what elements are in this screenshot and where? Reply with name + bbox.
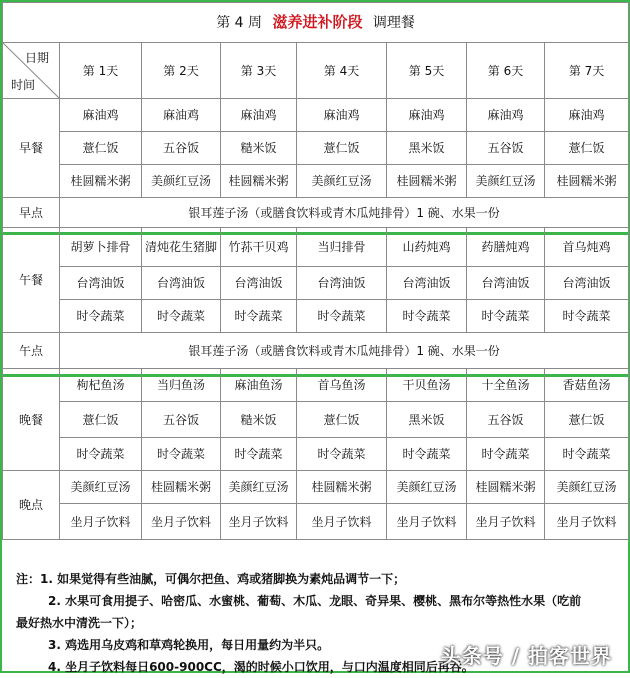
morning-snack-content: 银耳莲子汤（或膳食饮料或青木瓜炖排骨）1 碗、水果一份	[60, 198, 629, 228]
meal-plan-table	[2, 2, 629, 540]
menu-cell: 台湾油饭	[142, 267, 221, 300]
menu-cell: 薏仁饭	[297, 402, 387, 438]
menu-cell: 桂圆糯米粥	[387, 165, 467, 198]
menu-cell: 首乌炖鸡	[545, 228, 629, 267]
menu-cell: 坐月子饮料	[297, 504, 387, 540]
menu-cell: 薏仁饭	[60, 132, 142, 165]
menu-cell: 时令蔬菜	[221, 300, 297, 333]
menu-cell: 枸杞鱼汤	[60, 369, 142, 402]
dinner-row	[3, 369, 629, 402]
menu-cell: 时令蔬菜	[467, 438, 545, 471]
menu-cell: 糙米饭	[221, 402, 297, 438]
menu-cell: 干贝鱼汤	[387, 369, 467, 402]
time-label: 时间	[11, 78, 36, 92]
menu-cell: 麻油鸡	[221, 99, 297, 132]
date-label: 日期	[24, 51, 49, 65]
day-header: 第 1天	[60, 43, 142, 99]
note-line: 2. 水果可食用提子、哈密瓜、水蜜桃、葡萄、木瓜、龙眼、奇异果、樱桃、黑布尔等热性水果（吃前	[48, 594, 582, 608]
title-row	[3, 3, 629, 43]
menu-cell: 时令蔬菜	[545, 438, 629, 471]
menu-cell: 山药炖鸡	[387, 228, 467, 267]
menu-cell: 时令蔬菜	[387, 300, 467, 333]
menu-cell: 桂圆糯米粥	[297, 471, 387, 504]
watermark-text: 头条号 / 拍客世界	[440, 644, 612, 668]
menu-cell: 桂圆糯米粥	[545, 165, 629, 198]
night-snack-row	[3, 471, 629, 504]
menu-cell: 当归鱼汤	[142, 369, 221, 402]
menu-cell: 竹荪干贝鸡	[221, 228, 297, 267]
day-header: 第 7天	[545, 43, 629, 99]
menu-cell: 台湾油饭	[467, 267, 545, 300]
menu-cell: 清炖花生猪脚	[142, 228, 221, 267]
lunch-row	[3, 267, 629, 300]
note-line: 3. 鸡选用乌皮鸡和草鸡轮换用，每日用量约为半只。	[48, 638, 330, 652]
note-line: 最好热水中清洗一下）；	[16, 616, 143, 630]
menu-cell: 麻油鸡	[545, 99, 629, 132]
afternoon-snack-content: 银耳莲子汤（或膳食饮料或青木瓜炖排骨）1 碗、水果一份	[60, 333, 629, 369]
menu-cell: 时令蔬菜	[142, 300, 221, 333]
menu-cell: 麻油鸡	[142, 99, 221, 132]
day-header: 第 4天	[297, 43, 387, 99]
menu-cell: 五谷饭	[467, 132, 545, 165]
menu-cell: 薏仁饭	[60, 402, 142, 438]
menu-cell: 时令蔬菜	[387, 438, 467, 471]
morning-snack-row	[3, 198, 629, 228]
menu-cell: 台湾油饭	[60, 267, 142, 300]
menu-cell: 药膳炖鸡	[467, 228, 545, 267]
menu-cell: 麻油鱼汤	[221, 369, 297, 402]
dinner-label: 晚餐	[3, 369, 60, 471]
menu-cell: 时令蔬菜	[142, 438, 221, 471]
menu-cell: 麻油鸡	[60, 99, 142, 132]
menu-cell: 黑米饭	[387, 402, 467, 438]
dinner-row	[3, 438, 629, 471]
menu-cell: 坐月子饮料	[545, 504, 629, 540]
title-highlight: 滋养进补阶段	[272, 13, 363, 31]
menu-cell: 坐月子饮料	[142, 504, 221, 540]
menu-cell: 坐月子饮料	[60, 504, 142, 540]
menu-cell: 坐月子饮料	[467, 504, 545, 540]
menu-cell: 台湾油饭	[221, 267, 297, 300]
menu-cell: 胡萝卜排骨	[60, 228, 142, 267]
menu-cell: 美颜红豆汤	[467, 165, 545, 198]
breakfast-row	[3, 99, 629, 132]
menu-cell: 薏仁饭	[297, 132, 387, 165]
breakfast-label: 早餐	[3, 99, 60, 198]
menu-cell: 桂圆糯米粥	[467, 471, 545, 504]
breakfast-row	[3, 165, 629, 198]
menu-cell: 麻油鸡	[297, 99, 387, 132]
menu-cell: 桂圆糯米粥	[221, 165, 297, 198]
menu-cell: 美颜红豆汤	[221, 471, 297, 504]
night-snack-label: 晚点	[3, 471, 60, 540]
menu-cell: 桂圆糯米粥	[142, 471, 221, 504]
menu-cell: 美颜红豆汤	[60, 471, 142, 504]
menu-cell: 五谷饭	[467, 402, 545, 438]
lunch-row	[3, 228, 629, 267]
header-row	[3, 43, 629, 99]
menu-cell: 糙米饭	[221, 132, 297, 165]
menu-cell: 时令蔬菜	[545, 300, 629, 333]
menu-cell: 台湾油饭	[545, 267, 629, 300]
day-header: 第 2天	[142, 43, 221, 99]
menu-cell: 坐月子饮料	[221, 504, 297, 540]
title-suffix: 调理餐	[372, 15, 415, 31]
menu-cell: 桂圆糯米粥	[60, 165, 142, 198]
lunch-row	[3, 300, 629, 333]
menu-cell: 时令蔬菜	[60, 300, 142, 333]
menu-cell: 五谷饭	[142, 402, 221, 438]
menu-cell: 美颜红豆汤	[142, 165, 221, 198]
breakfast-row	[3, 132, 629, 165]
afternoon-snack-label: 午点	[3, 333, 60, 369]
menu-cell: 台湾油饭	[387, 267, 467, 300]
day-header: 第 3天	[221, 43, 297, 99]
lunch-label: 午餐	[3, 228, 60, 333]
title-prefix: 第 4 周	[216, 15, 262, 31]
night-snack-row	[3, 504, 629, 540]
day-header: 第 6天	[467, 43, 545, 99]
menu-cell: 麻油鸡	[387, 99, 467, 132]
menu-cell: 麻油鸡	[467, 99, 545, 132]
menu-cell: 台湾油饭	[297, 267, 387, 300]
afternoon-snack-row	[3, 333, 629, 369]
day-header: 第 5天	[387, 43, 467, 99]
menu-cell: 薏仁饭	[545, 132, 629, 165]
menu-cell: 坐月子饮料	[387, 504, 467, 540]
menu-cell: 时令蔬菜	[60, 438, 142, 471]
menu-cell: 时令蔬菜	[467, 300, 545, 333]
menu-cell: 十全鱼汤	[467, 369, 545, 402]
menu-cell: 黑米饭	[387, 132, 467, 165]
page-title	[3, 3, 629, 43]
date-time-corner-cell	[3, 43, 60, 99]
menu-cell: 香菇鱼汤	[545, 369, 629, 402]
menu-cell: 薏仁饭	[545, 402, 629, 438]
menu-cell: 时令蔬菜	[297, 438, 387, 471]
menu-cell: 当归排骨	[297, 228, 387, 267]
note-line: 4. 坐月子饮料每日600-900CC，渴的时候小口饮用，与口内温度相同后再吞。	[48, 660, 474, 674]
menu-cell: 美颜红豆汤	[545, 471, 629, 504]
note-line: 注：1. 如果觉得有些油腻，可偶尔把鱼、鸡或猪脚换为素炖品调节一下；	[16, 572, 406, 586]
menu-cell: 时令蔬菜	[297, 300, 387, 333]
menu-cell: 时令蔬菜	[221, 438, 297, 471]
menu-cell: 美颜红豆汤	[387, 471, 467, 504]
menu-cell: 美颜红豆汤	[297, 165, 387, 198]
menu-cell: 首乌鱼汤	[297, 369, 387, 402]
menu-cell: 五谷饭	[142, 132, 221, 165]
morning-snack-label: 早点	[3, 198, 60, 228]
dinner-row	[3, 402, 629, 438]
